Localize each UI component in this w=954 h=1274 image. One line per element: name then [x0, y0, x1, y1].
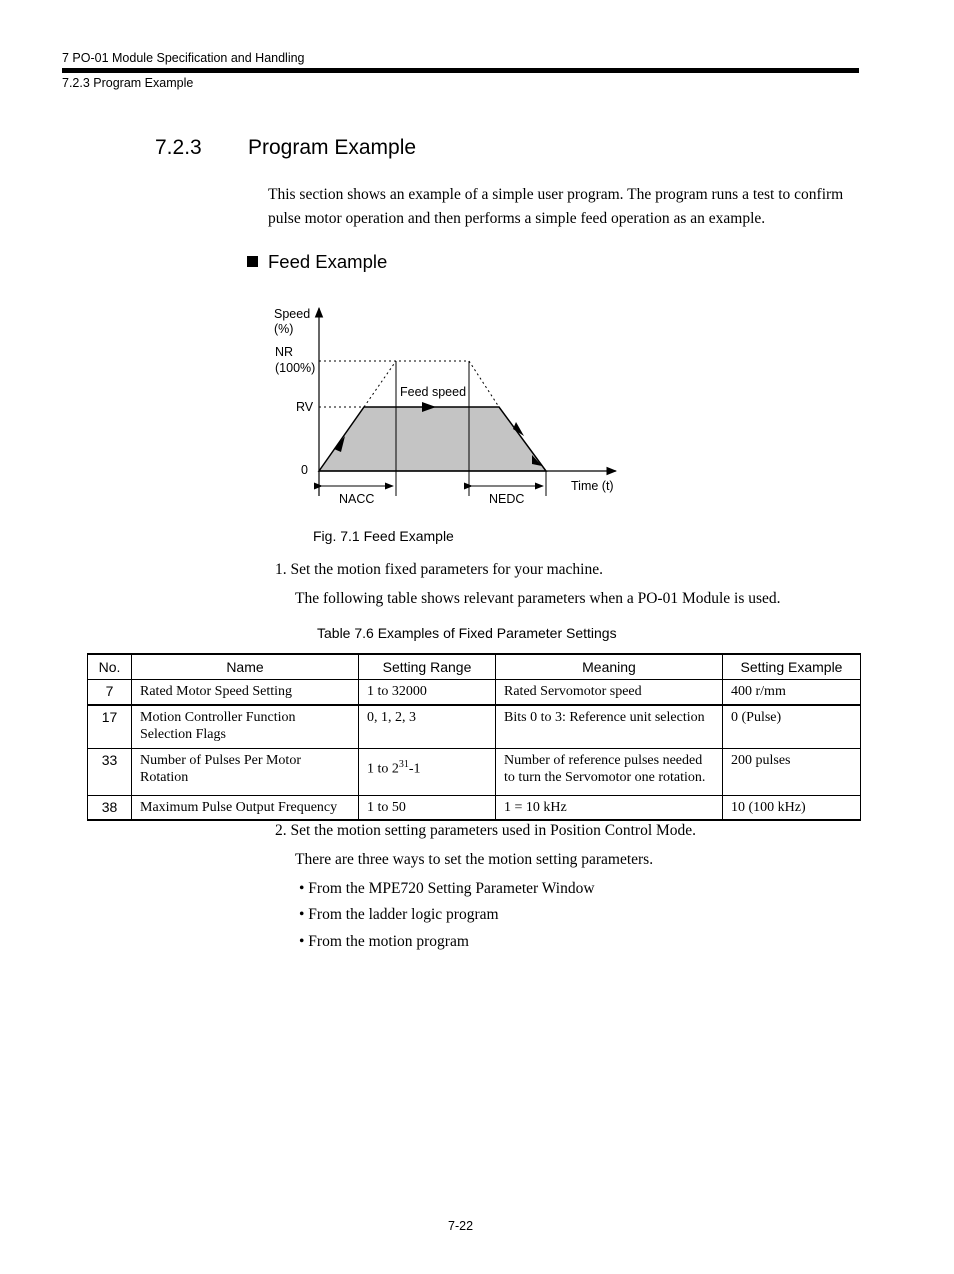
col-header-no: No. — [88, 654, 132, 680]
step-1-text: 1. Set the motion fixed parameters for your machine. — [275, 561, 603, 578]
range-exponent: 31 — [398, 759, 409, 770]
nr-label: NR — [275, 345, 294, 359]
cell-no: 7 — [88, 680, 132, 706]
figure-caption: Fig. 7.1 Feed Example — [313, 528, 454, 544]
list-item: • From the ladder logic program — [299, 906, 499, 923]
step-2-text: 2. Set the motion setting parameters used in Position Control Mode. — [275, 822, 697, 839]
col-header-example: Setting Example — [723, 654, 861, 680]
feed-example-figure — [270, 298, 630, 523]
intro-paragraph: This section shows an example of a simple user program. The program runs a test to confirm pulse motor operation and then performs a simple feed operation as an example. — [268, 186, 844, 227]
cell-range: 1 to 50 — [359, 796, 496, 821]
nacc-slope-line — [364, 361, 396, 407]
list-item: • From the MPE720 Setting Parameter Window — [299, 880, 595, 897]
fixed-parameter-table — [87, 653, 861, 821]
speed-profile-diagram — [270, 298, 630, 518]
cell-no: 33 — [88, 749, 132, 796]
cell-name: Rated Motor Speed Setting — [132, 680, 359, 706]
col-header-range: Setting Range — [359, 654, 496, 680]
running-header-chapter: 7 PO-01 Module Specification and Handling — [62, 51, 305, 65]
running-header-section: 7.2.3 Program Example — [62, 76, 194, 90]
table-row — [88, 749, 861, 796]
table-row — [88, 705, 861, 749]
cell-example: 10 (100 kHz) — [723, 796, 861, 821]
y-axis-label: Speed — [274, 307, 311, 321]
step-1-note: The following table shows relevant parameters when a PO-01 Module is used. — [295, 590, 781, 607]
nedc-label: NEDC — [489, 492, 525, 506]
range-base: 1 to 2 — [367, 761, 399, 777]
table-row — [88, 680, 861, 706]
cell-meaning: Number of reference pulses needed to turn the Servomotor one rotation. — [496, 749, 723, 796]
page-number: 7-22 — [448, 1219, 474, 1233]
cell-name: Number of Pulses Per Motor Rotation — [132, 749, 359, 796]
time-axis-label: Time (t) — [571, 479, 614, 493]
nacc-label: NACC — [339, 492, 375, 506]
cell-name: Motion Controller Function Selection Flags — [132, 705, 359, 749]
section-title: Program Example — [248, 136, 417, 159]
table-header-row — [88, 654, 861, 680]
cell-example: 200 pulses — [723, 749, 861, 796]
square-bullet-icon — [247, 256, 258, 267]
cell-no: 38 — [88, 796, 132, 821]
cell-example: 0 (Pulse) — [723, 705, 861, 749]
feed-profile-area — [319, 407, 546, 471]
col-header-name: Name — [132, 654, 359, 680]
subsection-title: Feed Example — [268, 251, 388, 272]
nedc-slope-line — [469, 361, 499, 407]
cell-meaning: Bits 0 to 3: Reference unit selection — [496, 705, 723, 749]
section-number: 7.2.3 — [155, 136, 202, 159]
table-caption: Table 7.6 Examples of Fixed Parameter Settings — [317, 625, 617, 641]
cell-range: 1 to 32000 — [359, 680, 496, 706]
header-rule — [62, 68, 859, 73]
nr-percent-label: (100%) — [275, 361, 316, 375]
cell-no: 17 — [88, 705, 132, 749]
cell-meaning: Rated Servomotor speed — [496, 680, 723, 706]
cell-range — [359, 749, 496, 796]
range-tail: -1 — [408, 761, 421, 777]
step-2-note: There are three ways to set the motion setting parameters. — [295, 851, 654, 868]
y-axis-unit: (%) — [274, 322, 294, 336]
cell-example: 400 r/mm — [723, 680, 861, 706]
cell-range: 0, 1, 2, 3 — [359, 705, 496, 749]
list-item: • From the motion program — [299, 933, 469, 950]
table-row — [88, 796, 861, 821]
zero-label: 0 — [301, 463, 308, 477]
col-header-meaning: Meaning — [496, 654, 723, 680]
feed-speed-label: Feed speed — [400, 385, 467, 399]
rv-label: RV — [296, 400, 314, 414]
cell-meaning: 1 = 10 kHz — [496, 796, 723, 821]
cell-name: Maximum Pulse Output Frequency — [132, 796, 359, 821]
